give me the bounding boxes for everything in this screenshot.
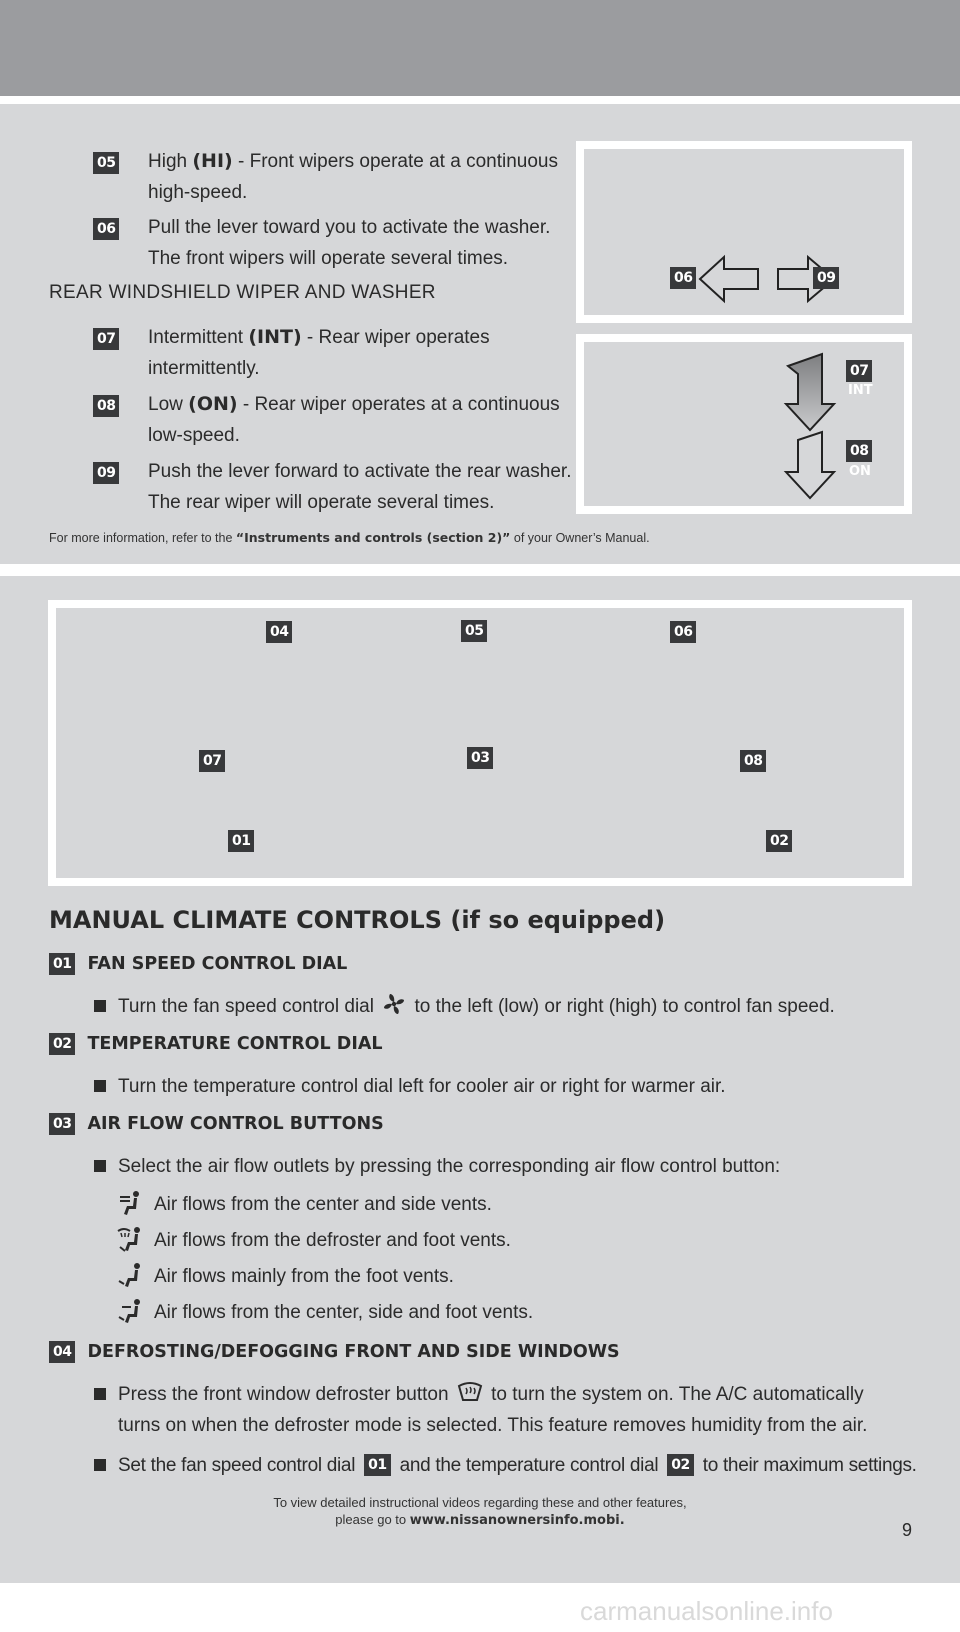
reference-text: of your Owner’s Manual. xyxy=(510,531,650,545)
heading-text: DEFROSTING/DEFOGGING FRONT AND SIDE WINDOWS xyxy=(87,1342,620,1362)
front-washer-diagram xyxy=(576,141,912,323)
badge: 07 xyxy=(93,328,119,350)
climate-title: MANUAL CLIMATE CONTROLS (if so equipped) xyxy=(49,906,666,934)
temperature-heading xyxy=(49,1033,383,1055)
item-text: - Front wipers operate at a continuous xyxy=(232,151,558,172)
badge: 02 xyxy=(49,1033,75,1055)
mode-text: Air flows from the center and side vents. xyxy=(154,1194,492,1215)
on-label: ON xyxy=(849,464,871,479)
inline-badge-01: 01 xyxy=(364,1454,390,1476)
heading-text: FAN SPEED CONTROL DIAL xyxy=(87,954,348,974)
badge: 09 xyxy=(93,462,119,484)
callout-04: 04 xyxy=(266,621,292,643)
item-text: The front wipers will operate several times. xyxy=(148,248,509,269)
reference-note xyxy=(49,530,650,545)
heading-text: AIR FLOW CONTROL BUTTONS xyxy=(87,1114,384,1134)
item-text: High xyxy=(148,151,193,172)
callout-02: 02 xyxy=(766,830,792,852)
airflow-heading xyxy=(49,1113,384,1135)
callout-03: 03 xyxy=(467,747,493,769)
page-number: 9 xyxy=(902,1520,913,1540)
badge: 05 xyxy=(93,152,119,174)
fan-icon xyxy=(382,992,406,1016)
diagram-badge-07: 07 xyxy=(846,360,872,382)
watermark: carmanualsonline.info xyxy=(580,1596,833,1626)
reference-text: For more information, refer to the xyxy=(49,531,236,545)
foot-mode-icon xyxy=(116,1261,146,1291)
defrost-foot-mode-icon xyxy=(116,1225,146,1255)
top-banner xyxy=(0,0,960,96)
climate-control-diagram xyxy=(48,600,912,886)
bullet-text: Set the fan speed control dial xyxy=(118,1455,356,1476)
badge: 08 xyxy=(93,395,119,417)
bullet-text: Turn the temperature control dial left for cooler air or right for warmer air. xyxy=(118,1076,726,1097)
item-text: - Rear wiper operates at a continuous xyxy=(237,394,560,415)
item-text: Intermittent xyxy=(148,327,249,348)
item-text: - Rear wiper operates xyxy=(301,327,490,348)
rear-wiper-heading: REAR WINDSHIELD WIPER AND WASHER xyxy=(49,282,436,303)
reference-bold: “Instruments and controls (section 2)” xyxy=(235,530,511,545)
defrost-heading xyxy=(49,1341,620,1363)
footer-note xyxy=(0,1494,960,1529)
wiper-position-arrows-icon xyxy=(782,352,842,502)
badge: 03 xyxy=(49,1113,75,1135)
bullet-text: Turn the fan speed control dial xyxy=(118,996,374,1017)
footer-link[interactable]: www.nissanownersinfo.mobi. xyxy=(409,1513,625,1528)
bullet-text: Press the front window defroster button xyxy=(118,1384,449,1405)
badge: 06 xyxy=(93,218,119,240)
item-text: Push the lever forward to activate the rear washer. xyxy=(148,461,572,482)
item-text: Low xyxy=(148,394,189,415)
footer-text: please go to xyxy=(335,1512,410,1527)
bullet-square xyxy=(94,1459,106,1471)
inline-badge-02: 02 xyxy=(667,1454,693,1476)
badge: 01 xyxy=(49,953,75,975)
diagram-badge-06: 06 xyxy=(670,267,696,289)
bullet-text: turns on when the defroster mode is selected. This feature removes humidity from the air. xyxy=(118,1415,868,1436)
bullet-square xyxy=(94,1388,106,1400)
bullet-text: to the left (low) or right (high) to control fan speed. xyxy=(414,996,835,1017)
callout-05: 05 xyxy=(461,620,487,642)
bullet-text: Select the air flow outlets by pressing the corresponding air flow control button: xyxy=(118,1156,781,1177)
front-defroster-icon xyxy=(457,1380,483,1404)
mode-text: Air flows from the defroster and foot vents. xyxy=(154,1230,511,1251)
badge: 04 xyxy=(49,1341,75,1363)
callout-01: 01 xyxy=(228,830,254,852)
bullet-square xyxy=(94,1160,106,1172)
mode-text: Air flows mainly from the foot vents. xyxy=(154,1266,454,1287)
bullet-text: and the temperature control dial xyxy=(399,1455,659,1476)
bilevel-mode-icon xyxy=(116,1297,146,1327)
item-bold: (ON) xyxy=(188,393,238,415)
item-text: The rear wiper will operate several times. xyxy=(148,492,495,513)
bullet-text: to turn the system on. The A/C automatically xyxy=(491,1384,864,1405)
callout-07: 07 xyxy=(199,750,225,772)
item-text: high-speed. xyxy=(148,182,248,203)
bullet-square xyxy=(94,1080,106,1092)
item-text: Pull the lever toward you to activate the washer. xyxy=(148,217,551,238)
bullet-square xyxy=(94,1000,106,1012)
callout-06: 06 xyxy=(670,621,696,643)
int-label: INT xyxy=(848,383,873,398)
mode-text: Air flows from the center, side and foot vents. xyxy=(154,1302,534,1323)
callout-08: 08 xyxy=(740,750,766,772)
item-bold: (INT) xyxy=(248,326,302,348)
item-bold: (HI) xyxy=(192,150,233,172)
diagram-badge-08: 08 xyxy=(846,440,872,462)
item-text: low-speed. xyxy=(148,425,240,446)
heading-text: TEMPERATURE CONTROL DIAL xyxy=(87,1034,383,1054)
vent-mode-icon xyxy=(116,1189,146,1219)
bullet-text: to their maximum settings. xyxy=(702,1455,917,1476)
rear-wiper-diagram xyxy=(576,334,912,514)
fan-speed-heading xyxy=(49,953,347,975)
item-text: intermittently. xyxy=(148,358,260,379)
footer-line: To view detailed instructional videos regarding these and other features, xyxy=(273,1495,687,1510)
diagram-badge-09: 09 xyxy=(813,267,839,289)
